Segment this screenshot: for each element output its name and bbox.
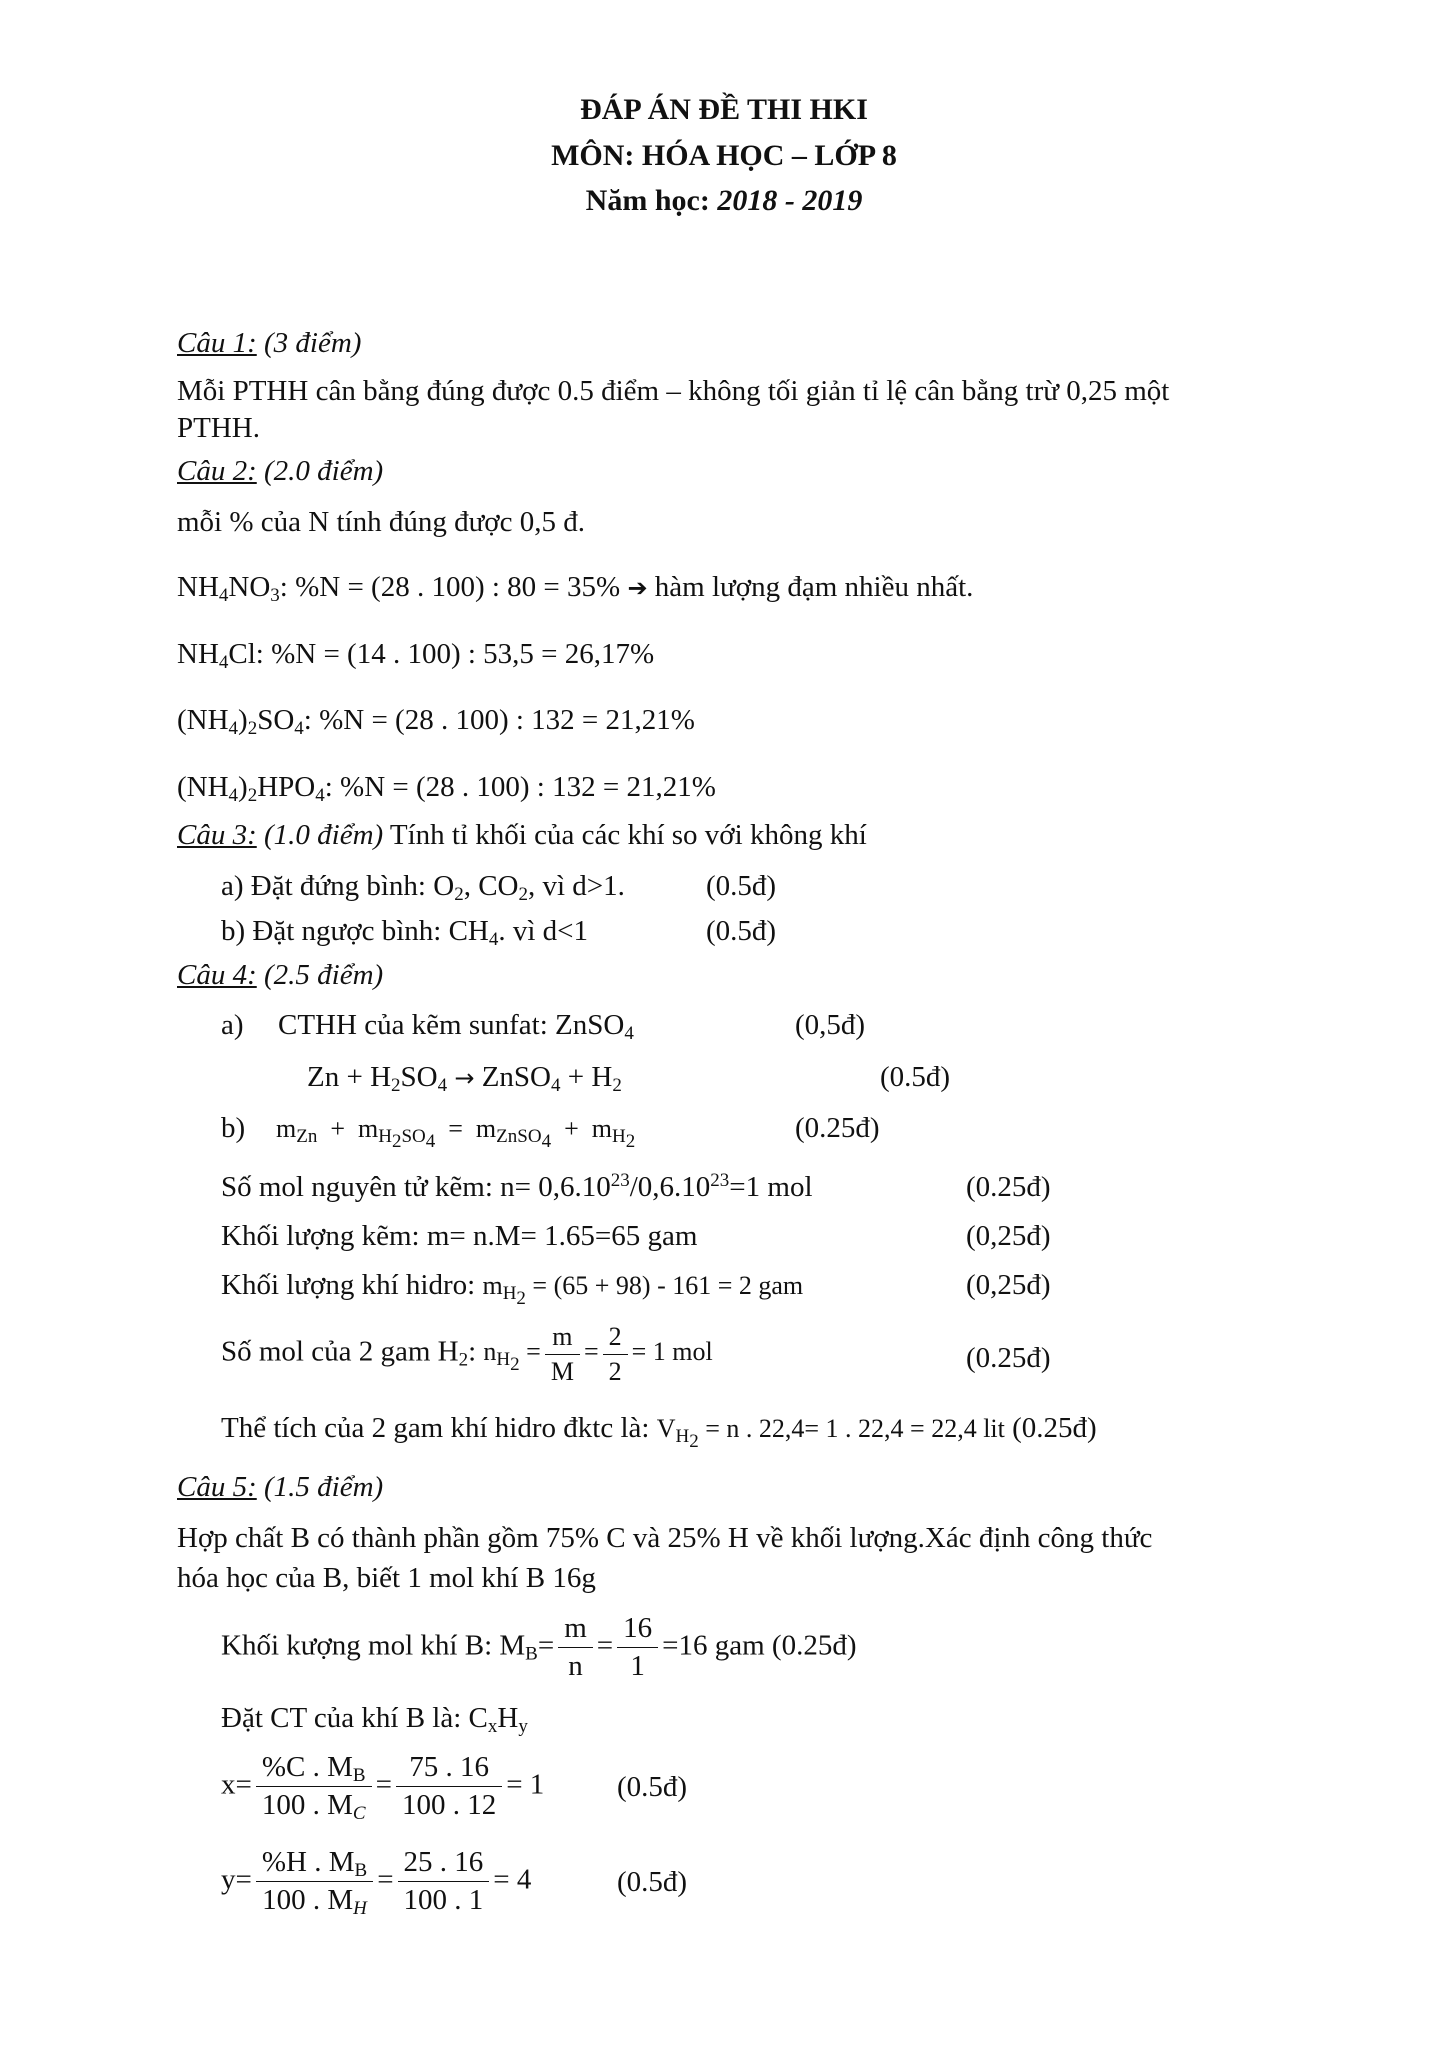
q5-x-score: (0.5đ) [617,1771,688,1803]
q5-text-1: Hợp chất B có thành phần gồm 75% C và 25% H về khối lượng.Xác định công thức [177,1522,1153,1554]
q5-text-2: hóa học của B, biết 1 mol khí B 16g [177,1562,596,1594]
doc-title: ĐÁP ÁN ĐỀ THI HKI [580,93,868,126]
q4-mass-conservation: $m_{Zn} + m_{H_2SO_4} = m_{ZnSO_4} + m_{H_2}$ [276,1114,636,1152]
q4-a-score: (0,5đ) [795,1009,866,1041]
q4-volume-h2: Thể tích của 2 gam khí hidro đktc là: $V_{H_2} = n$ . 22,4= 1 . 22,4 = 22,4 lit (0.25đ) [221,1412,1097,1452]
q4-a: CTHH của kẽm sunfat: ZnSO$_4$ [278,1009,634,1044]
arrow-right-icon: ➔ [627,574,648,602]
q4-mass-h2: Khối lượng khí hidro: $m_{H_2} = (65 + 98) - 161 = 2$ gam [221,1269,804,1309]
q2-nh42so4: $(NH_4)_2SO_4$: %N = (28 . 100) : 132 = 21,21% [177,704,695,739]
q4-equation: $Zn + H_2SO_4$ → ZnSO$_4$ + $H_2$ [307,1061,622,1096]
q4-mol-h2: Số mol của 2 gam $H_2$: $n_{H_2}$ = $\frac{m}{M}$ = $\frac{2}{2}$ = 1 mol [221,1322,713,1386]
q3-b: b) Đặt ngược bình: $CH_4$. vì d<1 [221,915,589,950]
q3-heading: Câu 3: (1.0 điểm) Tính tỉ khối của các khí so với không khí [177,819,867,851]
q4-mass-h2-score: (0,25đ) [966,1269,1051,1301]
q5-molar-mass: Khối kượng mol khí B: $M_B=$ $\frac{m}{n}$ = $\frac{16}{1}$ =16 gam (0.25đ) [221,1612,857,1683]
q4-mass-zn-score: (0,25đ) [966,1220,1051,1252]
q5-heading: Câu 5: (1.5 điểm) [177,1471,384,1503]
q5-x-calc: x= $\frac{\%C . M_B}{100 . M_C}$ = $\frac{75 . 16}{100 . 12}$ = 1 [221,1751,545,1825]
school-year: 2018 - 2019 [717,184,863,217]
q4-mol-zn: Số mol nguyên tử kẽm: $n= 0,6.10^{23}/0,6.10^{23}=1$ mol [221,1170,813,1203]
q4-equation-score: (0.5đ) [880,1061,951,1093]
q3-b-score: (0.5đ) [706,915,777,947]
q2-nh42hpo4: $(NH_4)_2HPO_4$: %N = (28 . 100) : 132 = 21,21% [177,771,716,806]
q5-y-score: (0.5đ) [617,1866,688,1898]
q4-mass-zn: Khối lượng kẽm: m= n.M= 1.65=65 gam [221,1220,698,1252]
reaction-arrow-icon: → [454,1064,475,1092]
q2-nh4cl: $NH_4Cl$: %N = (14 . 100) : 53,5 = 26,17% [177,638,655,673]
q4-a-label: a) [221,1009,244,1041]
q1-text-2: PTHH. [177,412,260,444]
q4-heading: Câu 4: (2.5 điểm) [177,959,384,991]
q4-b-score: (0.25đ) [795,1112,880,1144]
q1-text-1: Mỗi PTHH cân bằng đúng được 0.5 điểm – không tối giản tỉ lệ cân bằng trừ 0,25 một [177,375,1170,407]
q2-heading: Câu 2: (2.0 điểm) [177,455,384,487]
q3-a: a) Đặt đứng bình: $O_2$, $CO_2$, vì d>1. [221,870,625,905]
q4-mol-zn-score: (0.25đ) [966,1171,1051,1203]
q1-heading: Câu 1: (3 điểm) [177,327,362,359]
q5-formula: Đặt CT của khí B là: $C_xH_y$ [221,1702,528,1737]
q2-text: mỗi % của N tính đúng được 0,5 đ. [177,506,585,538]
doc-subject: MÔN: HÓA HỌC – LỚP 8 [551,139,897,172]
q3-a-score: (0.5đ) [706,870,777,902]
q5-y-calc: y= $\frac{\%H . M_B}{100 . M_H}$ = $\frac{25 . 16}{100 . 1}$ = 4 [221,1846,532,1920]
q4-mol-h2-score: (0.25đ) [966,1342,1051,1374]
q4-b-label: b) [221,1112,246,1144]
doc-year-line: Năm học: 2018 - 2019 [585,184,863,217]
q2-nh4no3: $NH_4NO_3$: %N = (28 . 100) : 80 = 35% ➔ hàm lượng đạm nhiều nhất. [177,571,974,606]
